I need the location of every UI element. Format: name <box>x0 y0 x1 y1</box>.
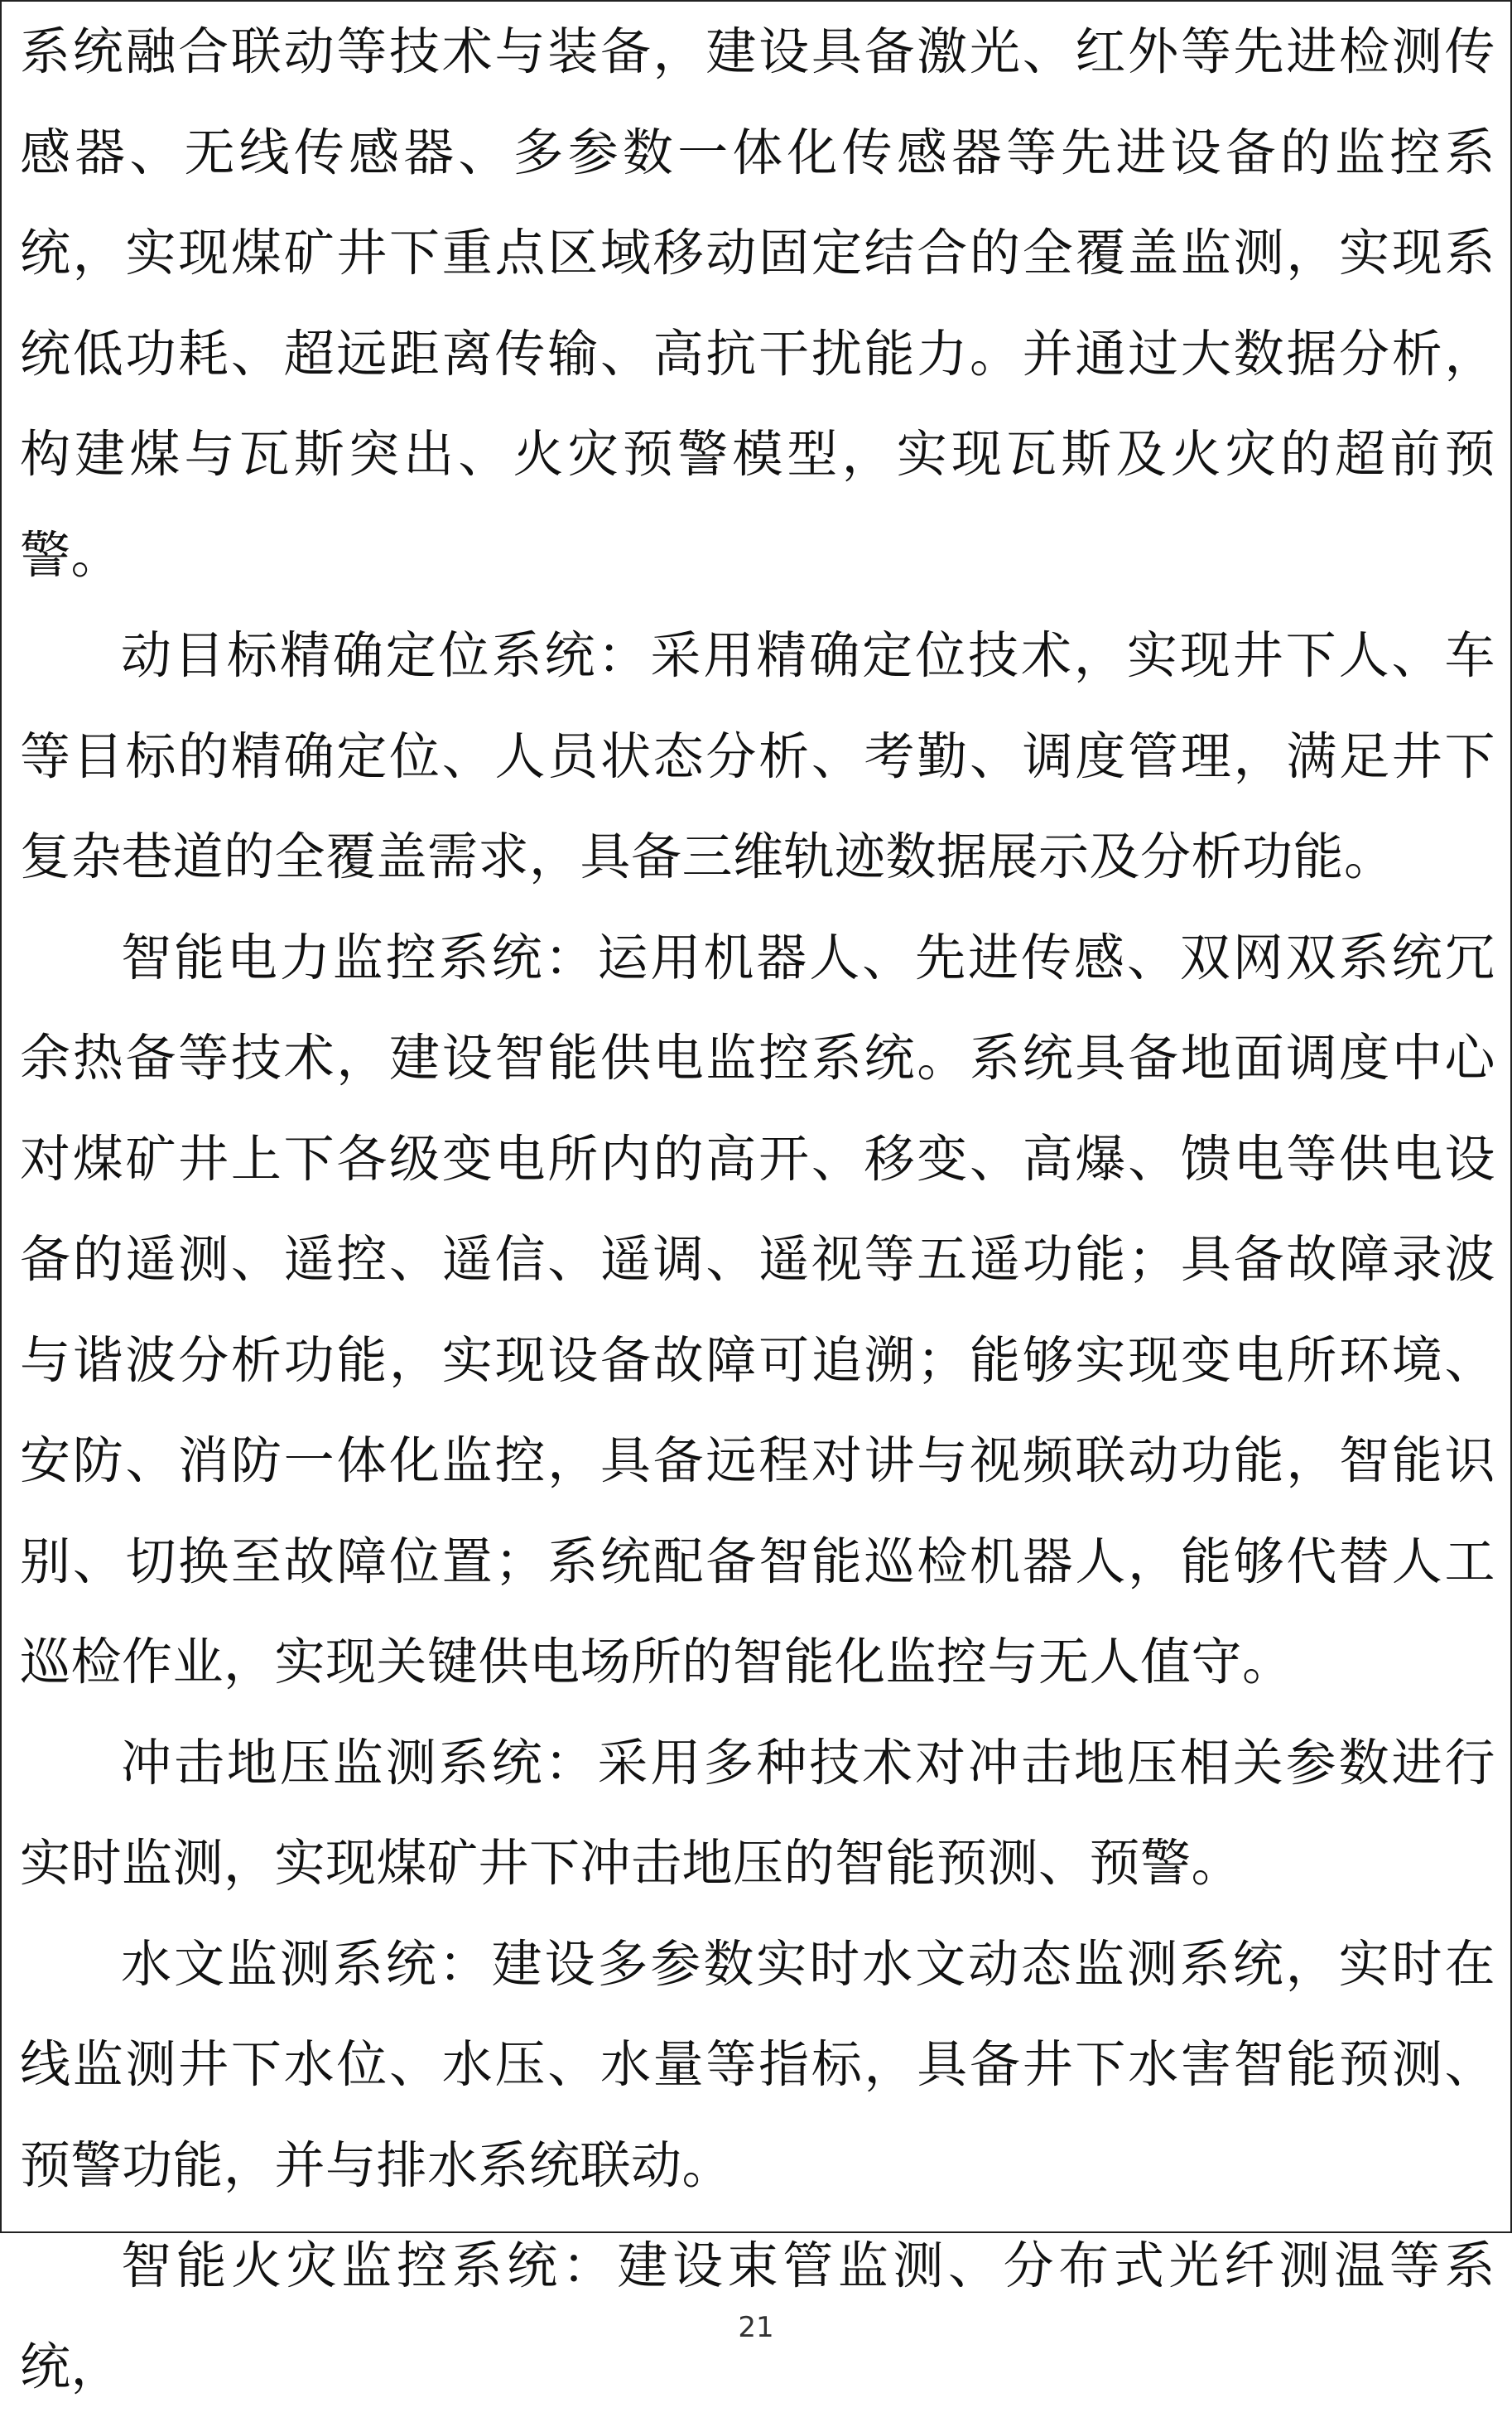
paragraph-gas-monitoring-continued: 系统融合联动等技术与装备，建设具备激光、红外等先进检测传感器、无线传感器、多参数一体化传感器等先进设备的监控系统，实现煤矿井下重点区域移动固定结合的全覆盖监测，实现系统低功耗、超远距离传输、高抗干扰能力。并通过大数据分析，构建煤与瓦斯突出、火灾预警模型，实现瓦斯及火灾的超前预警。 <box>20 22 1495 585</box>
page-number: 21 <box>738 2311 774 2344</box>
paragraph-power-monitoring-system: 智能电力监控系统：运用机器人、先进传感、双网双系统冗余热备等技术，建设智能供电监控系统。系统具备地面调度中心对煤矿井上下各级变电所内的高开、移变、高爆、馈电等供电设备的遥测、遥控、遥信、遥调、遥视等五遥功能；具备故障录波与谐波分析功能，实现设备故障可追溯；能够实现变电所环境、安防、消防一体化监控，具备远程对讲与视频联动功能，智能识别、切换至故障位置；系统配备智能巡检机器人，能够代替人工巡检作业，实现关键供电场所的智能化监控与无人值守。 <box>20 928 1495 1691</box>
paragraph-fire-monitoring: 智能火灾监控系统：建设束管监测、分布式光纤测温等系统， <box>20 2236 1495 2396</box>
paragraph-positioning-system: 动目标精确定位系统：采用精确定位技术，实现井下人、车等目标的精确定位、人员状态分析、考勤、调度管理，满足井下复杂巷道的全覆盖需求，具备三维轨迹数据展示及分析功能。 <box>20 626 1495 886</box>
paragraph-hydrology-monitoring: 水文监测系统：建设多参数实时水文动态监测系统，实时在线监测井下水位、水压、水量等指标，具备井下水害智能预测、预警功能，并与排水系统联动。 <box>20 1934 1495 2195</box>
document-body <box>20 2 1495 2417</box>
paragraph-rock-burst-monitoring: 冲击地压监测系统：采用多种技术对冲击地压相关参数进行实时监测，实现煤矿井下冲击地压的智能预测、预警。 <box>20 1733 1495 1893</box>
